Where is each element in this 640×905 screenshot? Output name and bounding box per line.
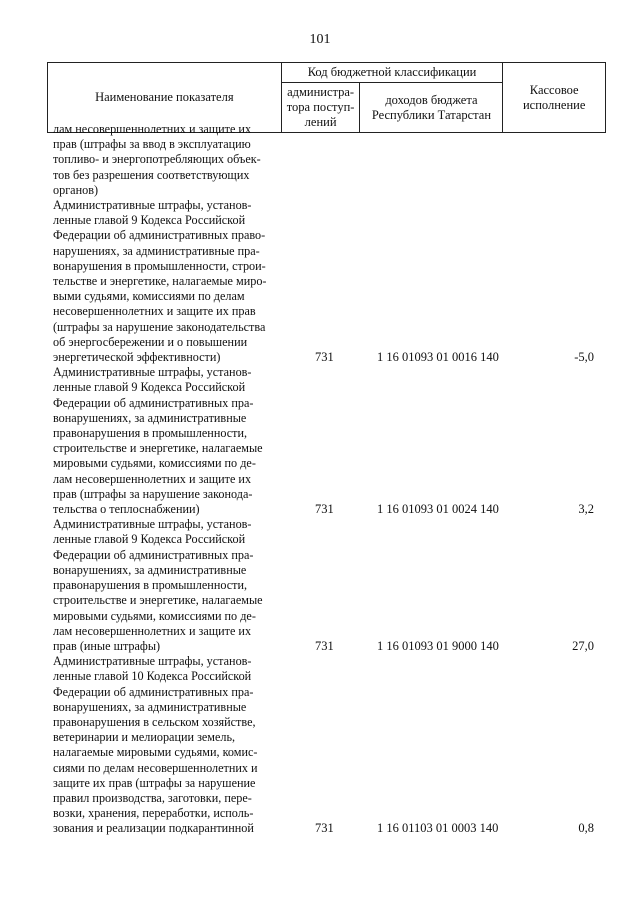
column-group-budget-code: Код бюджетной классификации (281, 63, 503, 83)
indicator-name: лам несовершеннолетних и защите их прав (штрафы за ввод в эксплуатацию топливо- и энергопотребляющих объек- тов без разрешения соответствующих органов) (53, 122, 261, 197)
column-header-admin: администра- тора поступ- лений (281, 83, 360, 133)
table-body (47, 122, 606, 837)
admin-code: 731 (315, 350, 334, 365)
table-row (47, 654, 606, 836)
indicator-name: Административные штрафы, установ- ленные главой 9 Кодекса Российской Федерации об административных пра- вонарушениях, за административные правонарушения в промышленности, строительстве и энергетике, налагаемые мировыми судьями, комиссиями по де- лам несовершеннолетних и защите их прав (штрафы за нарушение законода- тельства о теплоснабжении) (53, 365, 263, 517)
table-row (47, 198, 606, 365)
indicator-name: Административные штрафы, установ- ленные главой 9 Кодекса Российской Федерации об административных пра- вонарушениях, за административные правонарушения в промышленности, строительстве и энергетике, налагаемые мировыми судьями, комиссиями по де- лам несовершеннолетних и защите их прав (иные штрафы) (53, 517, 263, 653)
page-number: 101 (309, 32, 331, 47)
indicator-name: Административные штрафы, установ- ленные главой 10 Кодекса Российской Федерации об административных пра- вонарушениях, за административные правонарушения в сельском хозяйстве, ветеринарии и мелиорации земель, налагаемые мировыми судьями, комис- сиями по делам несовершеннолетних и защите их прав (штрафы за нарушение правил производства, заготовки, пере- возки, хранения, переработки, исполь- зования и реализации подкарантинной (53, 654, 258, 836)
cash-amount: 3,2 (578, 502, 594, 517)
table-row (47, 517, 606, 654)
admin-code: 731 (315, 638, 334, 653)
income-code: 1 16 01103 01 0003 140 (377, 821, 499, 836)
column-header-income: доходов бюджета Республики Татарстан (360, 83, 503, 133)
indicator-name: Административные штрафы, установ- ленные главой 9 Кодекса Российской Федерации об административных право- нарушениях, за административные пра- вонарушения в промышленности, строи- тельстве и энергетике, налагаемые миро- выми судьями, комиссиями по делам несовершеннолетних и защите их прав (штрафы за нарушение законодательства об энергосбережении и о повышении энергетической эффективности) (53, 198, 267, 365)
cash-amount: 27,0 (572, 638, 594, 653)
income-code: 1 16 01093 01 0016 140 (377, 350, 499, 365)
table-row (47, 365, 606, 517)
income-code: 1 16 01093 01 9000 140 (377, 638, 499, 653)
table-row (47, 122, 606, 198)
cash-amount: -5,0 (574, 350, 594, 365)
income-code: 1 16 01093 01 0024 140 (377, 502, 499, 517)
cash-amount: 0,8 (578, 821, 594, 836)
admin-code: 731 (315, 502, 334, 517)
admin-code: 731 (315, 821, 334, 836)
column-header-name: Наименование показателя (48, 63, 282, 133)
column-header-cash: Кассовое исполнение (503, 63, 606, 133)
